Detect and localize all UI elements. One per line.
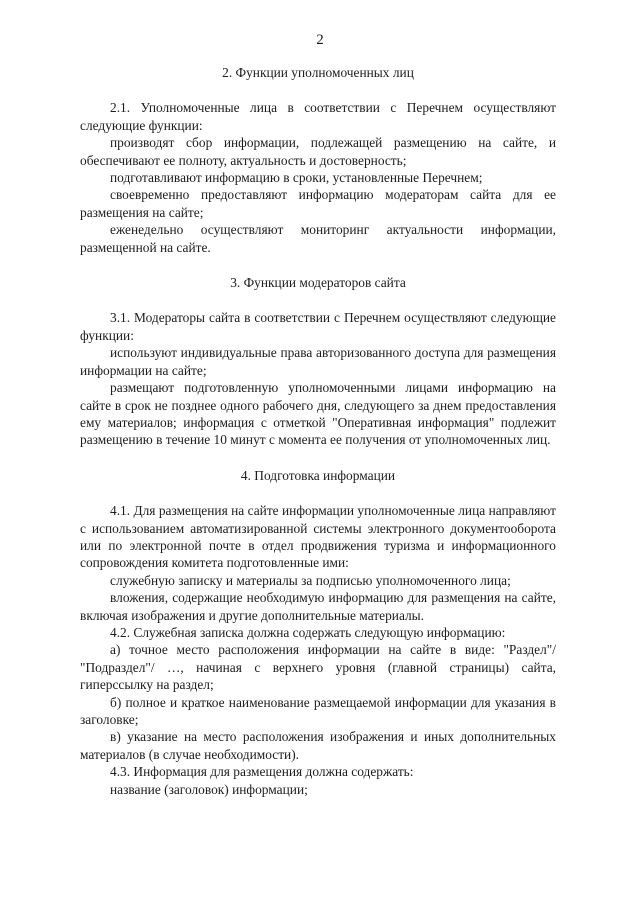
paragraph: 3.1. Модераторы сайта в соответствии с Перечнем осуществляют следующие функции:	[80, 310, 556, 343]
section-3	[80, 309, 556, 448]
paragraph: производят сбор информации, подлежащей размещению на сайте, и обеспечивают ее полноту, актуальность и достоверность;	[80, 135, 556, 168]
paragraph: название (заголовок) информации;	[110, 781, 308, 797]
paragraph: размещают подготовленную уполномоченными лицами информацию на сайте в срок не позднее одного рабочего дня, следующего за днем предоставления ему материалов; информация с отметкой "Оперативная информация" подлежит размещению в течение 10 минут с момента ее получения от уполномоченных лиц.	[80, 380, 556, 448]
paragraph: еженедельно осуществляют мониторинг актуальности информации, размещенной на сайте.	[80, 222, 556, 255]
paragraph: служебную записку и материалы за подписью уполномоченного лица;	[110, 572, 511, 588]
paragraph: в) указание на место расположения изображения и иных дополнительных материалов (в случае необходимости).	[80, 729, 556, 762]
section-4	[80, 502, 556, 798]
section-heading-3: 3. Функции модераторов сайта	[230, 275, 406, 291]
paragraph: 4.2. Служебная записка должна содержать следующую информацию:	[110, 624, 506, 640]
section-2	[80, 99, 556, 256]
paragraph: а) точное место расположения информации на сайте в виде: "Раздел"/ "Подраздел"/ …, начиная с верхнего уровня (главной страницы) сайта, гиперссылку на раздел;	[80, 642, 556, 693]
paragraph: 4.1. Для размещения на сайте информации уполномоченные лица направляют с использованием автоматизированной системы электронного документооборота или по электронной почте в отдел продвижения туризма и информационного сопровождения комитета подготовленные ими:	[80, 503, 556, 571]
paragraph: своевременно предоставляют информацию модераторам сайта для ее размещения на сайте;	[80, 187, 556, 220]
paragraph: подготавливают информацию в сроки, установленные Перечнем;	[110, 170, 483, 186]
paragraph: используют индивидуальные права авторизованного доступа для размещения информации на сайте;	[80, 345, 556, 378]
paragraph: б) полное и краткое наименование размещаемой информации для указания в заголовке;	[80, 694, 556, 727]
paragraph: 4.3. Информация для размещения должна содержать:	[110, 764, 414, 780]
section-heading-4: 4. Подготовка информации	[240, 467, 396, 483]
page-number: 2	[316, 32, 324, 48]
paragraph: вложения, содержащие необходимую информацию для размещения на сайте, включая изображения и другие дополнительные материалы.	[80, 590, 556, 623]
document-body	[80, 64, 556, 798]
section-heading-2: 2. Функции уполномоченных лиц	[222, 65, 414, 80]
paragraph: 2.1. Уполномоченные лица в соответствии с Перечнем осуществляют следующие функции:	[80, 100, 556, 133]
